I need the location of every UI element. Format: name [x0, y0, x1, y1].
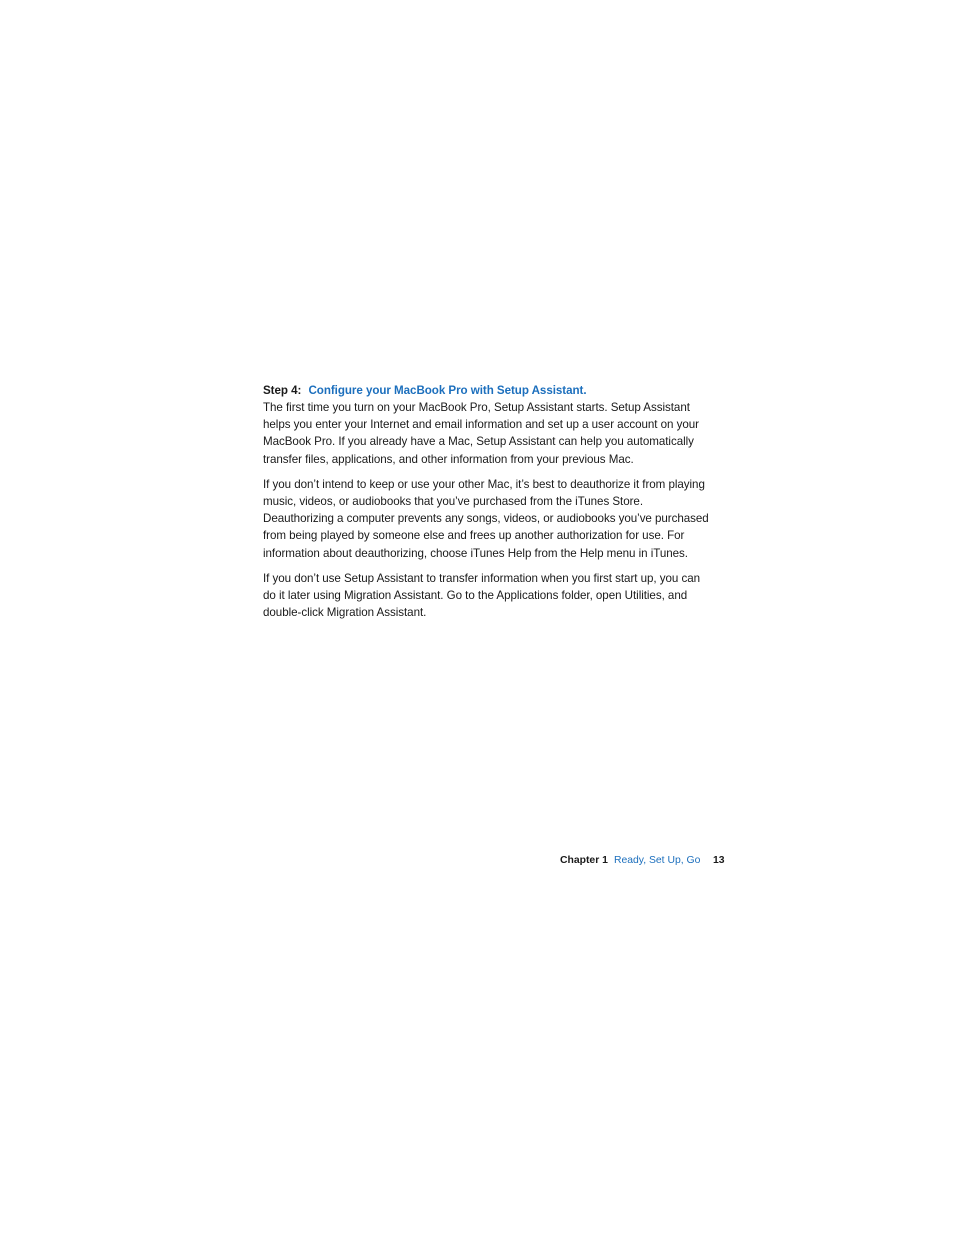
page-number: 13 [713, 855, 725, 866]
step-label: Step 4: [263, 384, 302, 397]
page-footer [560, 853, 730, 869]
chapter-title: Ready, Set Up, Go [613, 855, 701, 866]
chapter-label: Chapter 1 [560, 855, 608, 866]
step-heading [263, 382, 709, 400]
page-body [263, 382, 709, 629]
paragraph-migration-assistant: If you don’t use Setup Assistant to transfer information when you first start up, you can do it later using Migration Assistant. Go to the Applications folder, open Utilities, and double-click Migration Assistant. [263, 571, 700, 620]
paragraph-deauthorize: If you don’t intend to keep or use your other Mac, it’s best to deauthorize it from playing music, videos, or audiobooks that you’ve purchased from the iTunes Store. Deauthorizing a computer prevents any songs, videos, or audiobooks you’ve purchased from being played by someone else and frees up another authorization for use. For information about deauthorizing, choose iTunes Help from the Help menu in iTunes. [263, 477, 709, 560]
paragraph-setup-assistant: The first time you turn on your MacBook Pro, Setup Assistant starts. Setup Assistant helps you enter your Internet and email information and set up a user account on your MacBook Pro. If you already have a Mac, Setup Assistant can help you automatically transfer files, applications, and other information from your previous Mac. [263, 401, 699, 466]
step-title: Configure your MacBook Pro with Setup Assistant. [308, 384, 587, 397]
